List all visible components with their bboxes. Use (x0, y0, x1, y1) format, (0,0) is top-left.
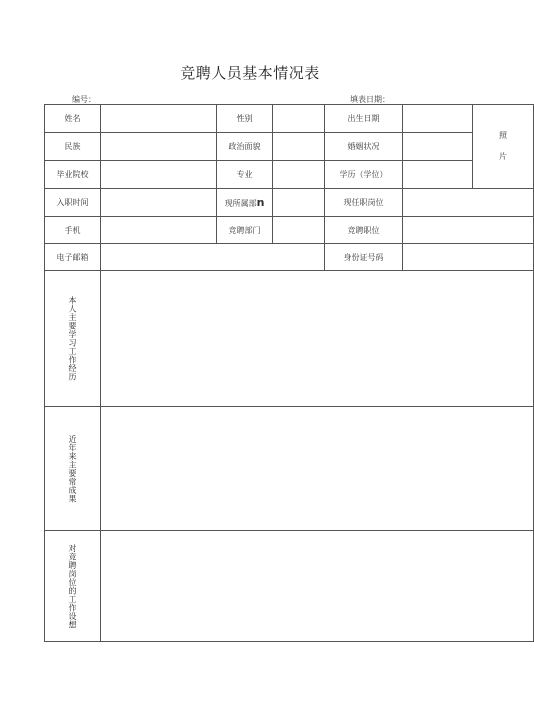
current-dept-extra: n (256, 196, 265, 209)
number-label: 编号： (72, 95, 96, 104)
current-dept-field[interactable] (273, 189, 325, 217)
school-label: 毕业院校 (45, 161, 101, 189)
birth-date-field[interactable] (403, 105, 473, 133)
name-label: 姓名 (45, 105, 101, 133)
target-position-field[interactable] (403, 217, 534, 244)
phone-label: 手机 (45, 217, 101, 244)
birth-date-label: 出生日期 (325, 105, 403, 133)
target-position-label: 竞聘职位 (325, 217, 403, 244)
political-status-field[interactable] (273, 133, 325, 161)
target-dept-label: 竞聘部门 (217, 217, 273, 244)
gender-label: 性别 (217, 105, 273, 133)
target-dept-field[interactable] (273, 217, 325, 244)
plan-text: 对竞聘岗位的工作设想 (68, 543, 77, 629)
phone-field[interactable] (101, 217, 217, 244)
achievements-label (45, 407, 101, 531)
email-field[interactable] (101, 244, 325, 271)
major-label: 专业 (217, 161, 273, 189)
current-dept-label (217, 189, 273, 217)
work-history-text: 本人主要学习工作经历 (68, 296, 77, 381)
email-label: 电子邮箱 (45, 244, 101, 271)
name-field[interactable] (101, 105, 217, 133)
plan-field[interactable] (101, 531, 534, 642)
current-position-label: 现任职岗位 (325, 189, 403, 217)
id-number-label: 身份证号码 (325, 244, 403, 271)
current-position-field[interactable] (403, 189, 534, 217)
current-dept-text: 现所属部 (224, 199, 257, 208)
school-field[interactable] (101, 161, 217, 189)
education-field[interactable] (403, 161, 473, 189)
plan-label (45, 531, 101, 642)
major-field[interactable] (273, 161, 325, 189)
achievements-field[interactable] (101, 407, 534, 531)
photo-char-2: 片 (499, 151, 507, 161)
photo-char-1: 照 (499, 130, 507, 140)
work-history-label (45, 271, 101, 407)
gender-field[interactable] (273, 105, 325, 133)
political-status-label: 政治面貌 (217, 133, 273, 161)
work-history-field[interactable] (101, 271, 534, 407)
info-form-table (44, 104, 534, 642)
ethnicity-field[interactable] (101, 133, 217, 161)
entry-time-label: 入职时间 (45, 189, 101, 217)
marital-status-label: 婚姻状况 (325, 133, 403, 161)
ethnicity-label: 民族 (45, 133, 101, 161)
photo-label (473, 126, 533, 168)
achievements-text: 近年来主要常成果 (68, 434, 77, 503)
date-label: 填表日期： (350, 95, 390, 104)
marital-status-field[interactable] (403, 133, 473, 161)
page-title: 竞聘人员基本情况表 (180, 64, 320, 82)
education-label: 学历（学位） (325, 161, 403, 189)
photo-area[interactable] (473, 105, 534, 189)
entry-time-field[interactable] (101, 189, 217, 217)
id-number-field[interactable] (403, 244, 534, 271)
